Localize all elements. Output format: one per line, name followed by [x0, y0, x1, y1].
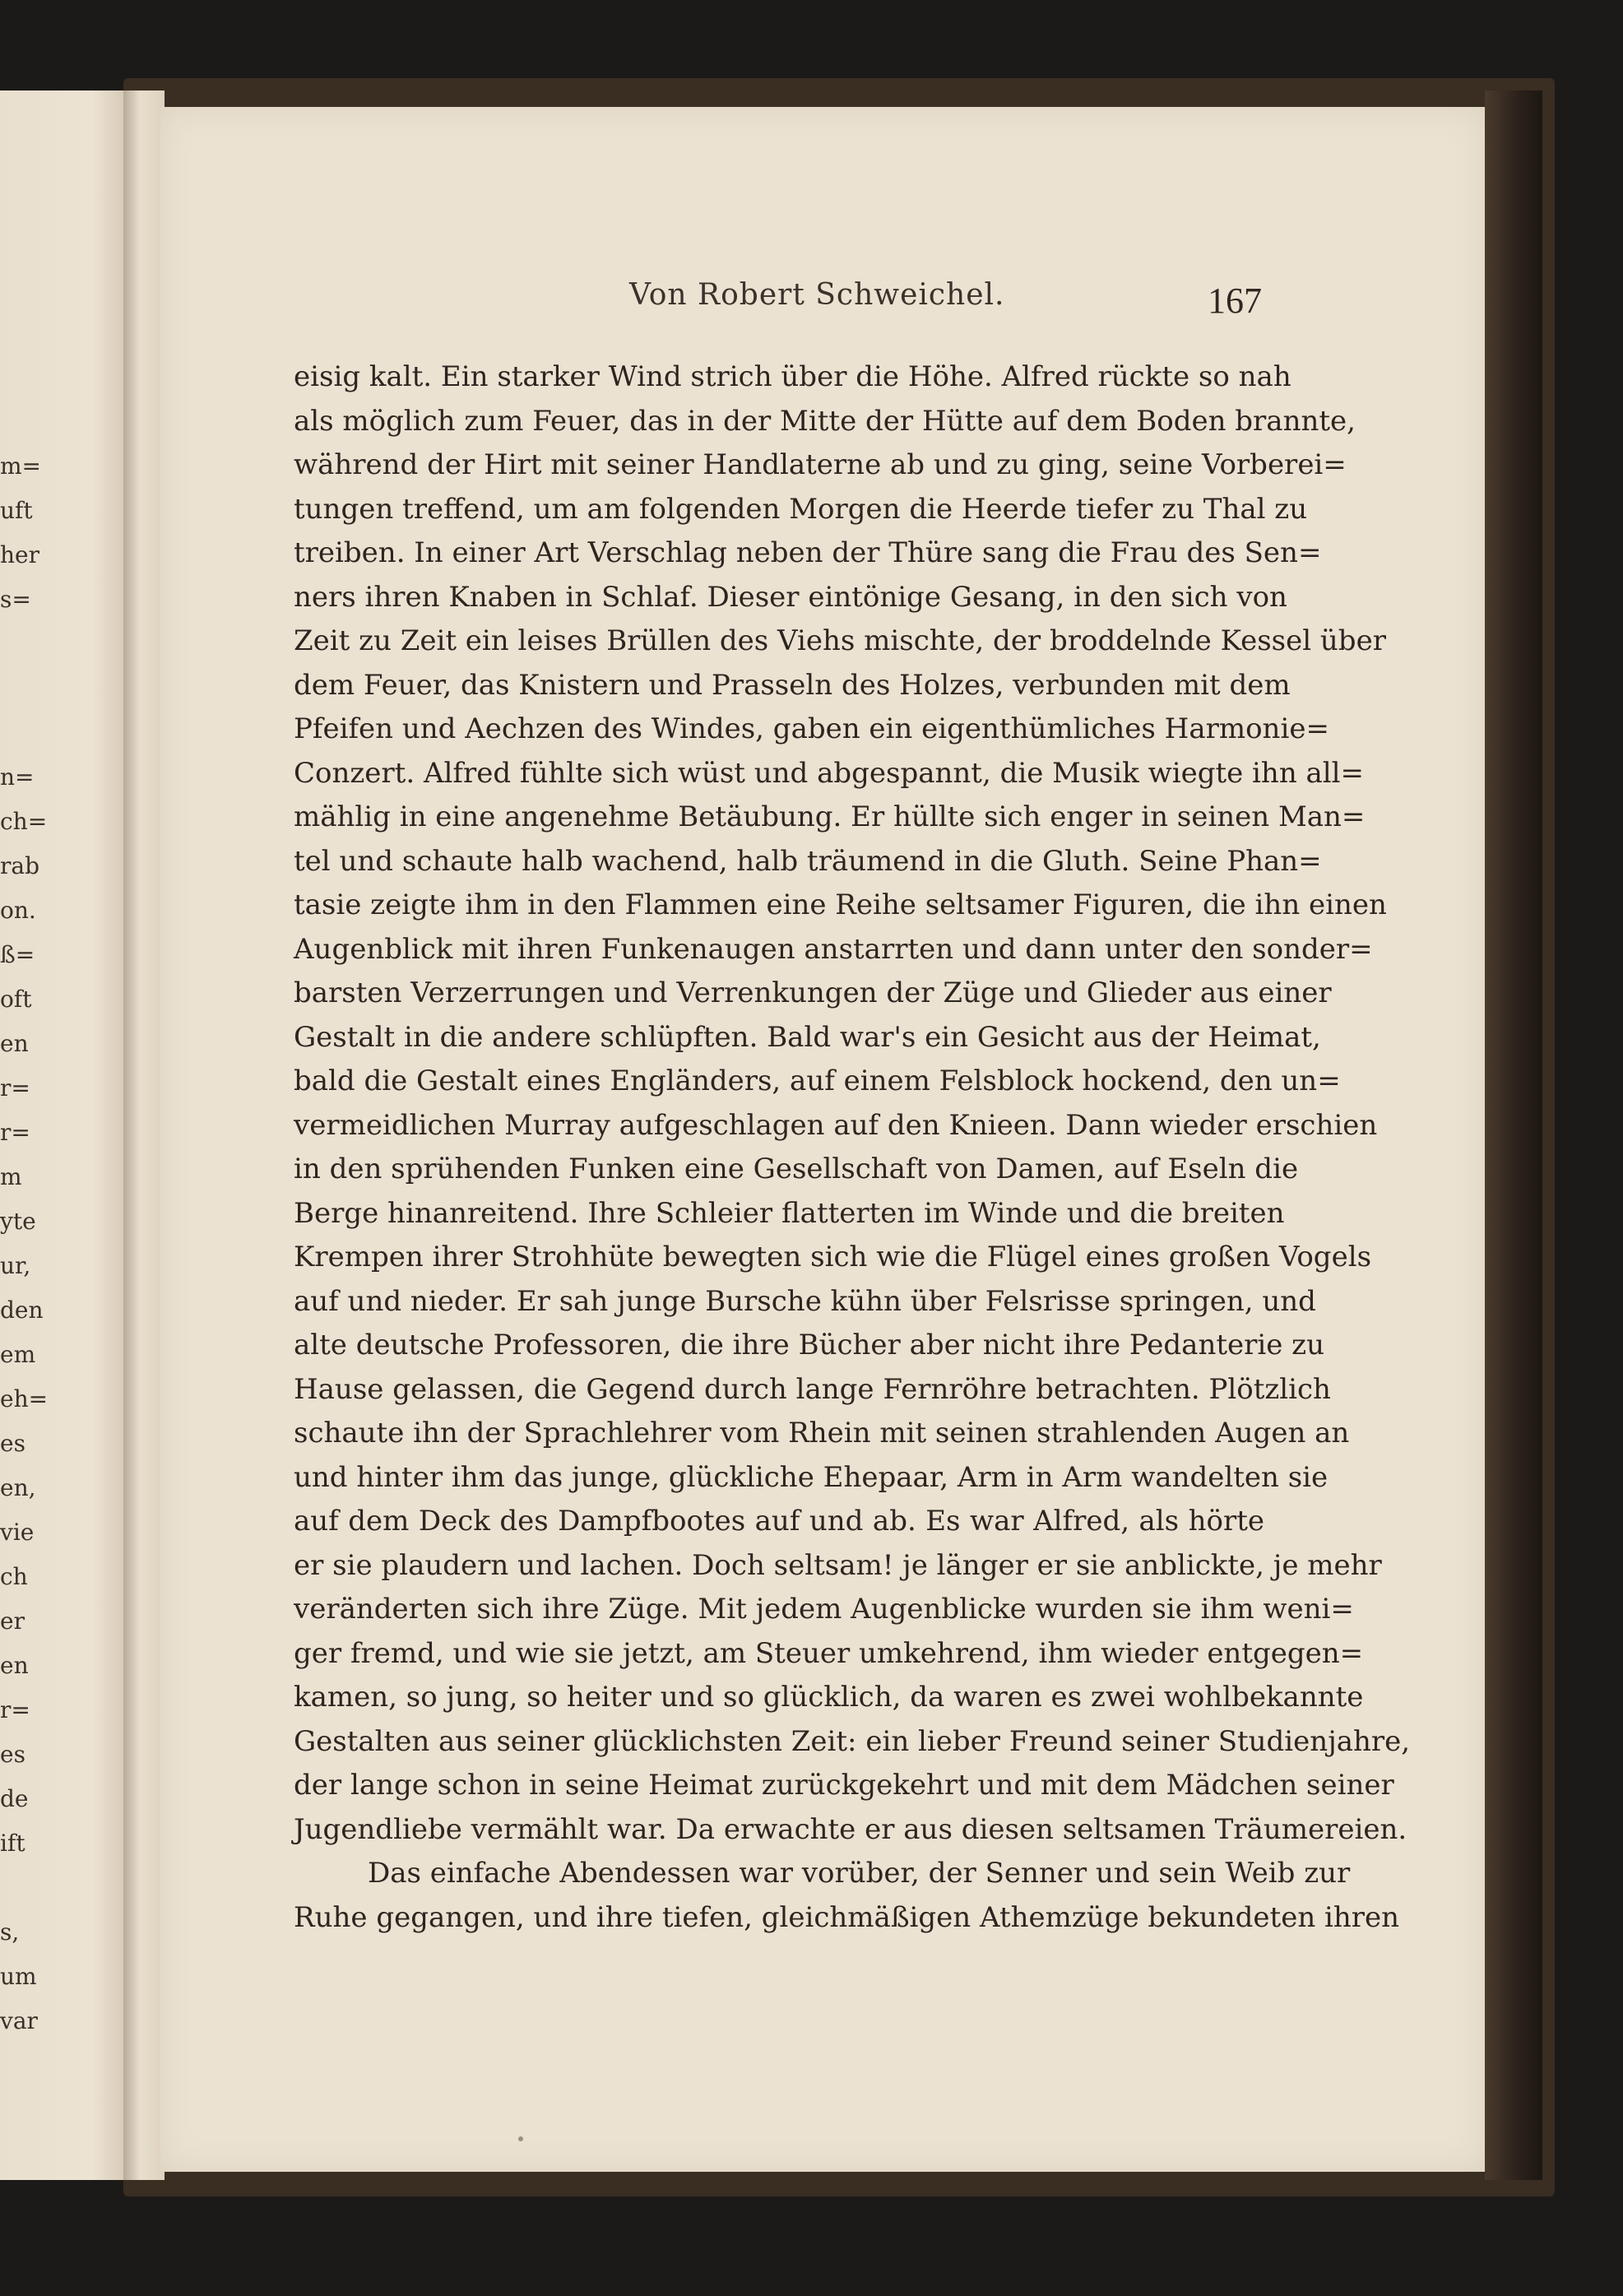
page-number: 167: [1208, 281, 1262, 321]
text-line: vermeidlichen Murray aufgeschlagen auf den Knieen. Dann wieder erschien: [294, 1108, 1378, 1142]
text-line: er sie plaudern und lachen. Doch seltsam! je länger er sie anblickte, je mehr: [294, 1548, 1382, 1582]
text-line: mählig in eine angenehme Betäubung. Er hüllte sich enger in seinen Man=: [294, 800, 1366, 833]
left-page-fragment: ch=: [0, 808, 48, 835]
left-page-fragment: em: [0, 1341, 36, 1368]
left-page-fragment: ch: [0, 1563, 28, 1590]
page-gutter: [123, 90, 165, 2180]
text-line: Ruhe gegangen, und ihre tiefen, gleichmäßigen Athemzüge bekundeten ihren: [294, 1900, 1400, 1934]
left-page-fragment: r=: [0, 1074, 30, 1102]
text-line: eisig kalt. Ein starker Wind strich über die Höhe. Alfred rückte so nah: [294, 360, 1291, 393]
text-line: auf dem Deck des Dampfbootes auf und ab. Es war Alfred, als hörte: [294, 1505, 1264, 1538]
left-page-fragment: uft: [0, 497, 33, 524]
paper-speck: [518, 2136, 523, 2141]
left-page-fragment: oft: [0, 986, 32, 1013]
text-line: Das einfache Abendessen war vorüber, der Senner und sein Weib zur: [368, 1857, 1351, 1890]
text-line: Jugendliebe vermählt war. Da erwachte er aus diesen seltsamen Träumereien.: [294, 1812, 1407, 1846]
left-page-fragment: r=: [0, 1119, 30, 1146]
left-page-fragment: eh=: [0, 1385, 49, 1412]
text-line: ners ihren Knaben in Schlaf. Dieser eintönige Gesang, in den sich von: [294, 580, 1287, 614]
left-page-fragment: var: [0, 2007, 38, 2034]
text-line: Zeit zu Zeit ein leises Brüllen des Viehs mischte, der broddelnde Kessel über: [294, 624, 1386, 657]
text-line: bald die Gestalt eines Engländers, auf einem Felsblock hockend, den un=: [294, 1065, 1341, 1097]
left-page-fragment: [0, 1866, 49, 1910]
left-page-text-fragments: [0, 444, 49, 2043]
left-page-fragment: s,: [0, 1918, 20, 1946]
left-page-fragment: n=: [0, 763, 35, 791]
text-line: tungen treffend, um am folgenden Morgen die Heerde tiefer zu Thal zu: [294, 492, 1308, 526]
text-line: während der Hirt mit seiner Handlaterne ab und zu ging, seine Vorberei=: [294, 448, 1347, 481]
left-page-fragment: den: [0, 1296, 44, 1324]
left-page-fragment: [0, 666, 49, 711]
left-page-fragment: es: [0, 1430, 26, 1457]
left-page-fragment: r=: [0, 1696, 30, 1723]
text-line: der lange schon in seine Heimat zurückgekehrt und mit dem Mädchen seiner: [294, 1769, 1394, 1802]
body-text: [294, 355, 1411, 1940]
running-head: Von Robert Schweichel.: [629, 278, 1005, 312]
left-page-fragment: en,: [0, 1474, 36, 1501]
left-page-fragment: um: [0, 1963, 37, 1990]
text-line: Gestalt in die andere schlüpften. Bald war's ein Gesicht aus der Heimat,: [294, 1020, 1321, 1054]
left-page-fragment: er: [0, 1607, 25, 1635]
text-line: Conzert. Alfred fühlte sich wüst und abgespannt, die Musik wiegte ihn all=: [294, 756, 1365, 790]
text-line: tasie zeigte ihm in den Flammen eine Reihe seltsamer Figuren, die ihn einen: [294, 888, 1387, 921]
left-page-fragment: m=: [0, 452, 42, 480]
left-page-fragment: en: [0, 1652, 29, 1679]
left-page-fragment: es: [0, 1741, 26, 1768]
left-page-fragment: her: [0, 541, 39, 568]
text-line: Krempen ihrer Strohhüte bewegten sich wie die Flügel eines großen Vogels: [294, 1241, 1372, 1273]
text-line: alte deutsche Professoren, die ihre Bücher aber nicht ihre Pedanterie zu: [294, 1329, 1324, 1361]
text-line: Augenblick mit ihren Funkenaugen anstarrten und dann unter den sonder=: [294, 932, 1373, 966]
left-page-fragment: yte: [0, 1208, 36, 1235]
left-facing-page: [0, 90, 123, 2180]
text-line: tel und schaute halb wachend, halb träumend in die Gluth. Seine Phan=: [294, 844, 1322, 878]
text-line: barsten Verzerrungen und Verrenkungen der Züge und Glieder aus einer: [294, 976, 1332, 1009]
text-line: auf und nieder. Er sah junge Bursche kühn über Felsrisse springen, und: [294, 1284, 1316, 1318]
left-page-fragment: de: [0, 1785, 29, 1812]
left-page-fragment: rab: [0, 852, 40, 879]
text-line: kamen, so jung, so heiter und so glücklich, da waren es zwei wohlbekannte: [294, 1681, 1364, 1714]
text-line: ger fremd, und wie sie jetzt, am Steuer umkehrend, ihm wieder entgegen=: [294, 1636, 1364, 1670]
cover-edge: [1485, 90, 1542, 2180]
text-line: veränderten sich ihre Züge. Mit jedem Augenblicke wurden sie ihm weni=: [294, 1593, 1354, 1626]
left-page-fragment: [0, 711, 49, 755]
text-line: Hause gelassen, die Gegend durch lange Fernröhre betrachten. Plötzlich: [294, 1372, 1331, 1406]
text-line: treiben. In einer Art Verschlag neben der Thüre sang die Frau des Sen=: [294, 536, 1322, 569]
left-page-fragment: s=: [0, 586, 31, 613]
text-line: dem Feuer, das Knistern und Prasseln des Holzes, verbunden mit dem: [294, 668, 1291, 702]
left-page-fragment: [0, 622, 49, 666]
left-page-fragment: vie: [0, 1519, 35, 1546]
text-line: und hinter ihm das junge, glückliche Ehepaar, Arm in Arm wandelten sie: [294, 1460, 1329, 1494]
text-line: Berge hinanreitend. Ihre Schleier flatterten im Winde und die breiten: [294, 1196, 1285, 1230]
text-line: schaute ihn der Sprachlehrer vom Rhein mit seinen strahlenden Augen an: [294, 1417, 1350, 1449]
text-line: in den sprühenden Funken eine Gesellschaft von Damen, auf Eseln die: [294, 1153, 1299, 1185]
left-page-fragment: on.: [0, 897, 36, 924]
left-page-fragment: ß=: [0, 941, 35, 968]
left-page-fragment: m: [0, 1163, 22, 1190]
left-page-fragment: ur,: [0, 1252, 31, 1279]
text-line: als möglich zum Feuer, das in der Mitte der Hütte auf dem Boden brannte,: [294, 404, 1356, 438]
text-line: Gestalten aus seiner glücklichsten Zeit: ein lieber Freund seiner Studienjahre,: [294, 1724, 1411, 1758]
text-line: Pfeifen und Aechzen des Windes, gaben ein eigenthümliches Harmonie=: [294, 712, 1329, 745]
left-page-fragment: ift: [0, 1830, 26, 1857]
left-page-fragment: en: [0, 1030, 29, 1057]
